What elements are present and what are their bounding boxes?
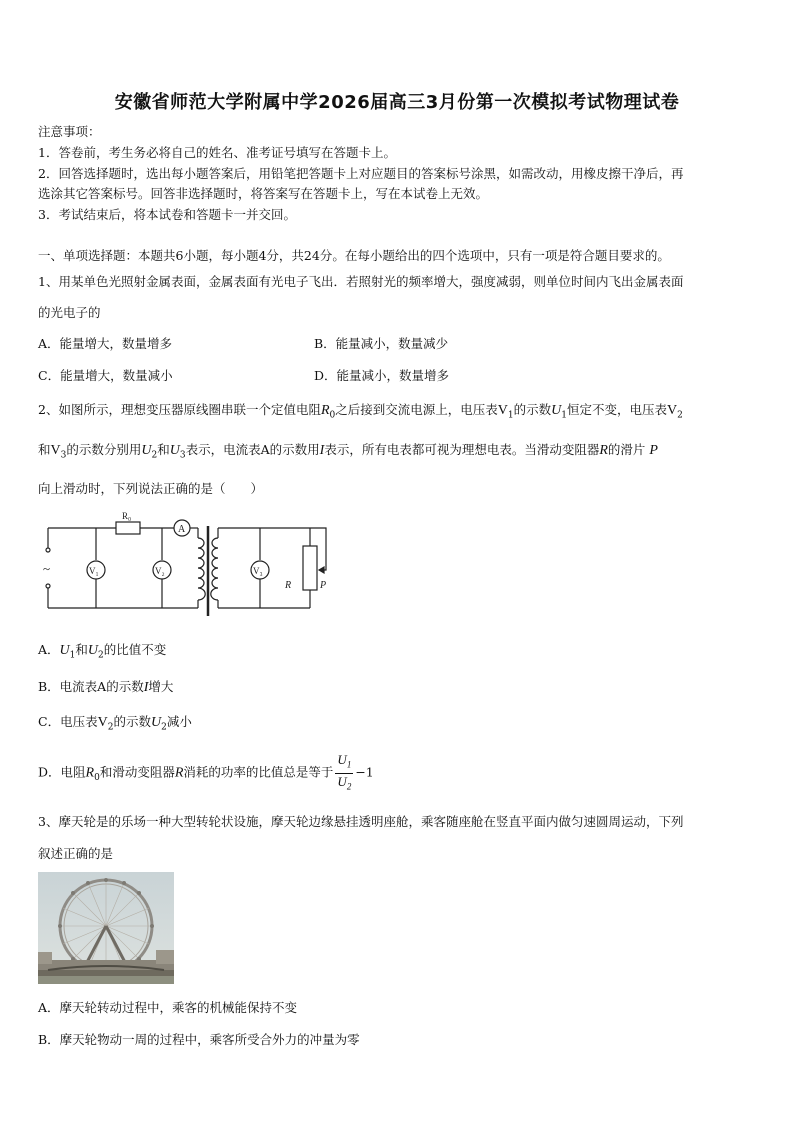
- exam-title: 安徽省师范大学附属中学2026届高三3月份第一次模拟考试物理试卷: [114, 92, 680, 113]
- primary-coil: [198, 538, 205, 600]
- q1-option-c: C．能量增大，数量减小: [38, 368, 173, 383]
- q1-option-b: B．能量减小，数量减少: [314, 336, 449, 351]
- q2-option-a: A．$U_1$和$U_2$的比值不变: [38, 642, 167, 661]
- notice-item-2-cont: 选涂其它答案标号。回答非选择题时，将答案写在答题卡上，写在本试卷上无效。: [38, 186, 489, 201]
- rheostat-label: R: [285, 580, 292, 591]
- resistor-r0: [116, 522, 140, 534]
- fraction-u1-u2: $\frac{U_1}{U_2}$: [337, 752, 352, 792]
- notice-item-3: 3．考试结束后，将本试卷和答题卡一并交回。: [38, 207, 296, 222]
- notice-heading: 注意事项：: [38, 124, 101, 139]
- slider-wire: [310, 528, 326, 570]
- question-2-stem-line2: 和$V_3$的示数分别用$U_2$和$U_3$表示，电流表A的示数用I表示，所有电表都可视为理想电表。当滑动变阻器R的滑片 P: [38, 442, 658, 461]
- ferris-wheel-photo: [38, 872, 174, 984]
- v2-label: V₂: [155, 566, 165, 576]
- transformer-circuit-diagram: [38, 508, 338, 620]
- notice-item-2: 2．回答选择题时，选出每小题答案后，用铅笔把答题卡上对应题目的答案标号涂黑，如需改动，用橡皮擦干净后，再: [38, 166, 684, 181]
- r0-label: R₀: [122, 511, 132, 521]
- q2-option-b: B．电流表A的示数I增大: [38, 679, 174, 695]
- question-1-stem: 1、用某单色光照射金属表面，金属表面有光电子飞出．若照射光的频率增大，强度减弱，则单位时间内飞出金属表面: [38, 274, 684, 289]
- slider-p-label: P: [320, 580, 327, 591]
- rheostat-r: [303, 546, 317, 590]
- slider-p-arrow: [319, 567, 324, 573]
- v3-label: V₃: [253, 566, 263, 576]
- section-heading: 一、单项选择题：本题共6小题，每小题4分，共24分。在每小题给出的四个选项中，只有一项是符合题目要求的。: [38, 248, 670, 263]
- question-1-stem-cont: 的光电子的: [38, 305, 101, 320]
- v1-label: V₁: [89, 566, 99, 576]
- q2-option-d: D．电阻$R_0$和滑动变阻器R消耗的功率的比值总是等于 $\frac{U_1}{U_2}$ −1: [38, 752, 374, 794]
- ammeter-label: A: [178, 524, 186, 535]
- question-3-stem: 3、摩天轮是的乐场一种大型转轮状设施，摩天轮边缘悬挂透明座舱，乘客随座舱在竖直平面内做匀速圆周运动，下列: [38, 814, 684, 829]
- q1-option-d: D．能量减小，数量增多: [314, 368, 450, 383]
- secondary-coil: [211, 538, 218, 600]
- q1-option-a: A．能量增大，数量增多: [38, 336, 173, 351]
- notice-item-1: 1．答卷前，考生务必将自己的姓名、准考证号填写在答题卡上。: [38, 145, 396, 160]
- q3-option-b: B．摩天轮物动一周的过程中，乘客所受合外力的冲量为零: [38, 1032, 360, 1047]
- question-2-stem-line3: 向上滑动时，下列说法正确的是（ ）: [38, 481, 264, 496]
- q3-option-a: A．摩天轮转动过程中，乘客的机械能保持不变: [38, 1000, 298, 1015]
- question-2-stem-line1: 2、如图所示，理想变压器原线圈串联一个定值电阻$R_0$之后接到交流电源上，电压表$V_1$的示数$U_1$恒定不变，电压表$V_2$: [38, 402, 683, 421]
- ac-source-symbol: ~: [43, 561, 51, 576]
- q2-option-c: C．电压表$V_2$的示数$U_2$减小: [38, 714, 192, 733]
- question-3-stem-cont: 叙述正确的是: [38, 846, 114, 861]
